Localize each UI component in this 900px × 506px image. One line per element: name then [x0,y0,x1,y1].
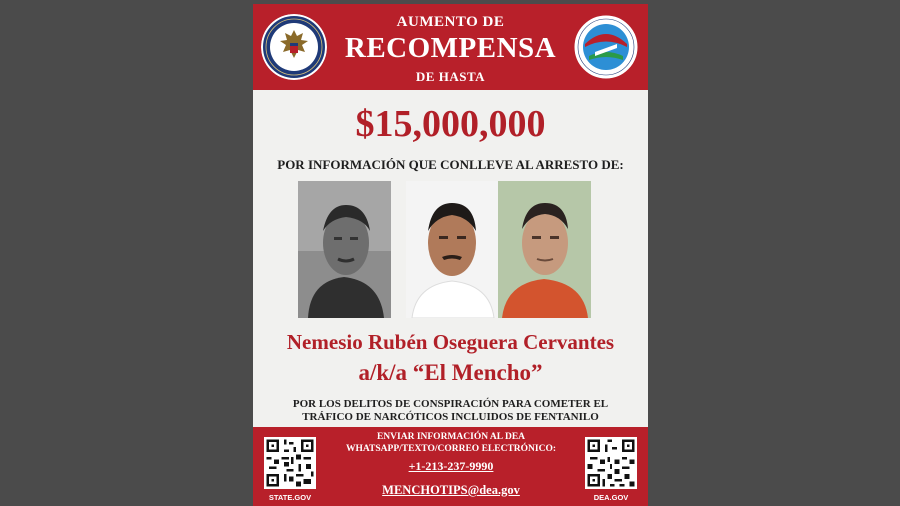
suspect-photo-3 [498,181,591,318]
suspect-photo-1 [298,181,391,318]
info-line: POR INFORMACIÓN QUE CONLLEVE AL ARRESTO DE: [277,157,624,172]
header-line-3: DE HASTA [415,69,486,84]
qr-left-label: STATE.GOV [268,493,312,502]
suspect-name: Nemesio Rubén Oseguera Cervantes [286,330,615,354]
dea-qr-code-icon[interactable] [585,437,637,489]
tips-title-line-1: ENVIAR INFORMACIÓN AL DEA [376,432,526,442]
tips-email-link[interactable]: MENCHOTIPS@dea.gov [382,483,520,497]
header-line-1: AUMENTO DE [396,14,505,30]
state-qr-code-icon[interactable] [264,437,316,489]
charges-line-1: POR LOS DELITOS DE CONSPIRACIÓN PARA COMETER EL [292,398,609,410]
wanted-poster [253,4,648,506]
tips-title-line-2: WHATSAPP/TEXTO/CORREO ELECTRÓNICO: [346,444,556,454]
tips-title [331,431,571,455]
reward-amount: $15,000,000 [355,103,546,145]
suspect-photo-2 [406,181,499,318]
qr-right-label: DEA.GOV [593,493,629,502]
charges-line-2: TRÁFICO DE NARCÓTICOS INCLUIDOS DE FENTANILO [302,411,599,423]
suspect-alias: a/k/a “El Mencho” [358,360,543,385]
tips-phone-link[interactable]: +1-213-237-9990 [408,459,494,473]
header-title: RECOMPENSA [344,32,557,64]
charges-text [273,398,628,424]
